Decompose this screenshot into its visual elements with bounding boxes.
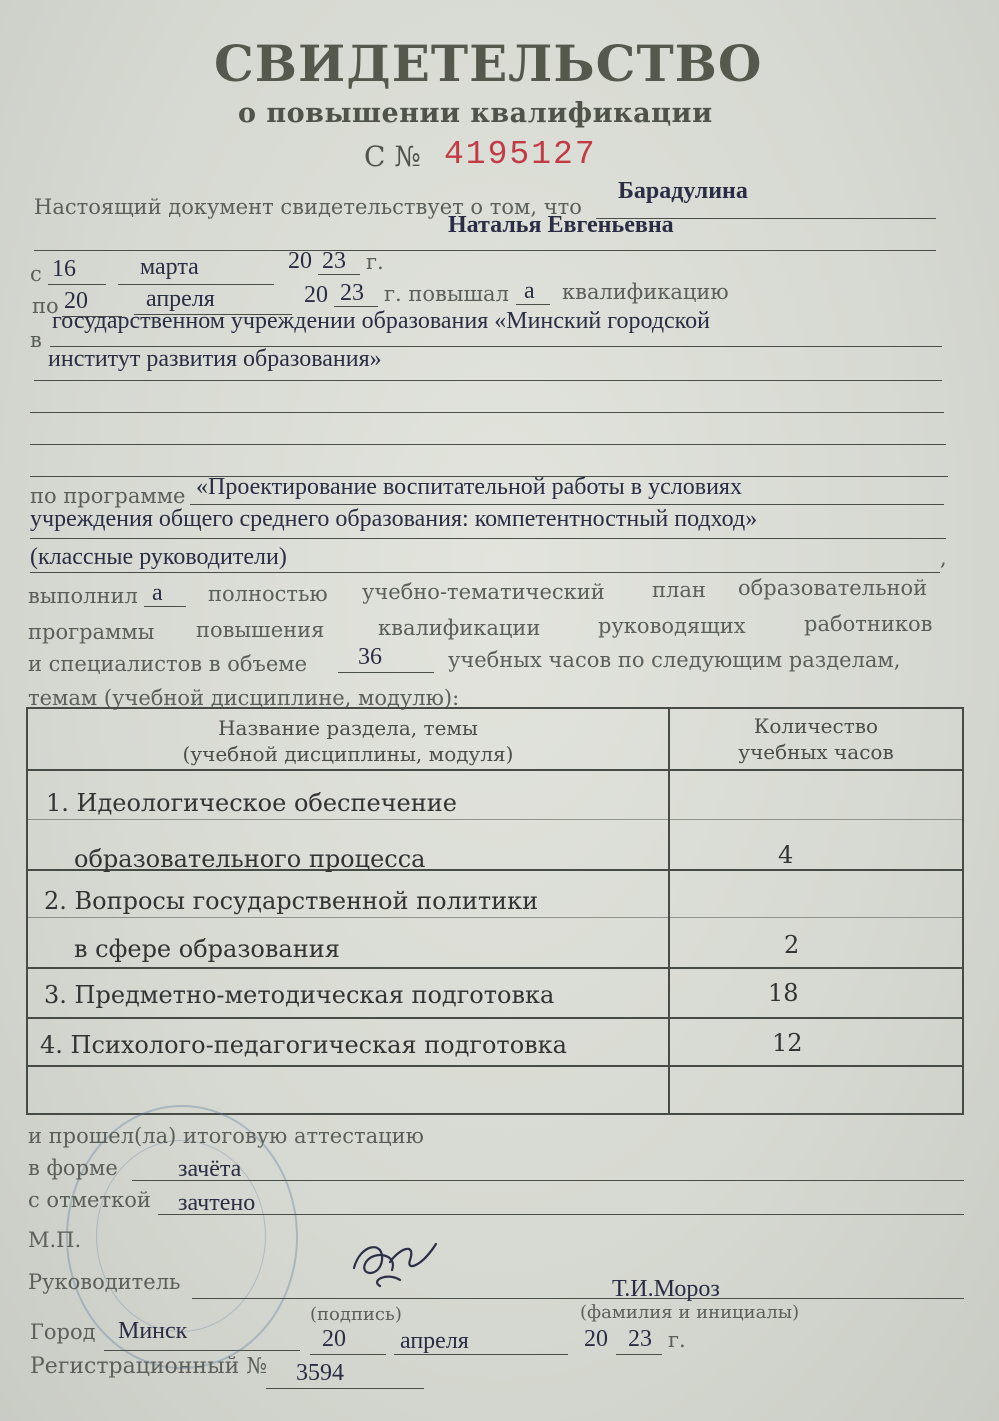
signature-mark xyxy=(340,1226,450,1296)
program-comma: , xyxy=(940,546,947,570)
completion-w12: учебных часов по следующим разделам, xyxy=(448,648,901,672)
completion-hours: 36 xyxy=(358,644,382,670)
attestation-mark-value: зачтено xyxy=(178,1190,256,1216)
completion-w3: учебно-тематический xyxy=(362,580,605,604)
table-row-2-line1: 2. Вопросы государственной политики xyxy=(44,887,539,915)
from-year-suffix: 23 xyxy=(322,248,346,274)
city-label: Город xyxy=(30,1320,96,1344)
program-line1: «Проектирование воспитательной работы в условиях xyxy=(196,474,742,500)
from-year-abbr: г. xyxy=(366,250,384,274)
table-row-1-line1: 1. Идеологическое обеспечение xyxy=(46,789,457,817)
issue-year-prefix: 20 xyxy=(584,1326,608,1352)
stamp-placeholder: М.П. xyxy=(28,1228,82,1252)
table-row-4-line1: 4. Психолого-педагогическая подготовка xyxy=(40,1031,567,1059)
attestation-form-label: в форме xyxy=(28,1156,118,1180)
to-month: апреля xyxy=(146,286,215,312)
institution-line2: институт развития образования» xyxy=(48,346,382,372)
hours-table xyxy=(26,707,964,1115)
reg-label: Регистрационный № xyxy=(30,1354,268,1379)
completion-w8: квалификации xyxy=(378,616,541,640)
to-prefix: по xyxy=(32,294,59,318)
completion-line4: темам (учебной дисциплине, модулю): xyxy=(28,686,460,710)
from-year-prefix: 20 xyxy=(288,248,312,274)
intro-text: Настоящий документ свидетельствует о том, что xyxy=(34,195,582,219)
program-line3: (классные руководители) xyxy=(30,544,287,570)
to-year-suffix: 23 xyxy=(340,280,364,306)
serial-prefix: С № xyxy=(364,140,421,173)
head-label: Руководитель xyxy=(28,1270,181,1294)
table-row-2-hours: 2 xyxy=(784,931,800,959)
completion-w7: повышения xyxy=(196,618,325,642)
reg-number: 3594 xyxy=(296,1360,344,1386)
to-day: 20 xyxy=(64,288,88,314)
city-value: Минск xyxy=(118,1318,188,1344)
table-row-1-line2: образовательного процесса xyxy=(74,845,426,873)
table-row-2-line2: в сфере образования xyxy=(74,935,340,963)
serial-number: 4195127 xyxy=(444,136,597,173)
issue-year-suffix: 23 xyxy=(628,1326,652,1352)
completion-w6: программы xyxy=(28,620,155,644)
document-title: СВИДЕТЕЛЬСТВО xyxy=(214,34,763,93)
completion-w1: выполнил xyxy=(28,584,138,608)
issue-year-abbr: г. xyxy=(668,1328,686,1352)
from-prefix: с xyxy=(30,262,42,286)
completion-gender-ending: а xyxy=(152,580,163,606)
recipient-name: Наталья Евгеньевна xyxy=(448,212,674,238)
document-subtitle: о повышении квалификации xyxy=(238,98,713,129)
table-row-1-hours: 4 xyxy=(778,841,794,869)
header-col2: Количество учебных часов xyxy=(738,714,894,764)
issue-day: 20 xyxy=(322,1326,346,1352)
name-caption: (фамилия и инициалы) xyxy=(580,1302,800,1323)
completion-w10: работников xyxy=(804,612,933,636)
recipient-surname: Барадулина xyxy=(618,178,748,204)
issue-month: апреля xyxy=(400,1328,469,1354)
to-suffix: г. повышал xyxy=(384,282,509,306)
table-row-3-line1: 3. Предметно-методическая подготовка xyxy=(44,981,555,1009)
table-row-4-hours: 12 xyxy=(772,1029,803,1057)
completion-w5: образовательной xyxy=(738,576,928,600)
attestation-form-value: зачёта xyxy=(178,1156,242,1182)
program-prefix: по программе xyxy=(30,484,186,508)
completion-w9: руководящих xyxy=(598,614,746,638)
program-line2: учреждения общего среднего образования: компетентностный подход» xyxy=(30,506,758,532)
header-col1: Название раздела, темы (учебной дисциплины, модуля) xyxy=(182,716,514,766)
from-month: марта xyxy=(140,254,199,280)
completion-w4: план xyxy=(652,578,706,602)
qualification-word: квалификацию xyxy=(562,280,729,304)
attestation-line: и прошел(ла) итоговую аттестацию xyxy=(28,1124,424,1148)
institution-prefix: в xyxy=(30,328,42,352)
to-year-prefix: 20 xyxy=(304,282,328,308)
completion-w2: полностью xyxy=(208,582,328,606)
attestation-mark-label: с отметкой xyxy=(28,1188,151,1212)
from-day: 16 xyxy=(52,256,76,282)
table-row-3-hours: 18 xyxy=(768,979,799,1007)
institution-line1: государственном учреждении образования «Минский городской xyxy=(52,308,710,334)
signature-caption: (подпись) xyxy=(310,1304,402,1325)
to-gender-ending: а xyxy=(524,278,535,304)
completion-w11: и специалистов в объеме xyxy=(28,652,308,676)
head-name: Т.И.Мороз xyxy=(612,1276,720,1302)
